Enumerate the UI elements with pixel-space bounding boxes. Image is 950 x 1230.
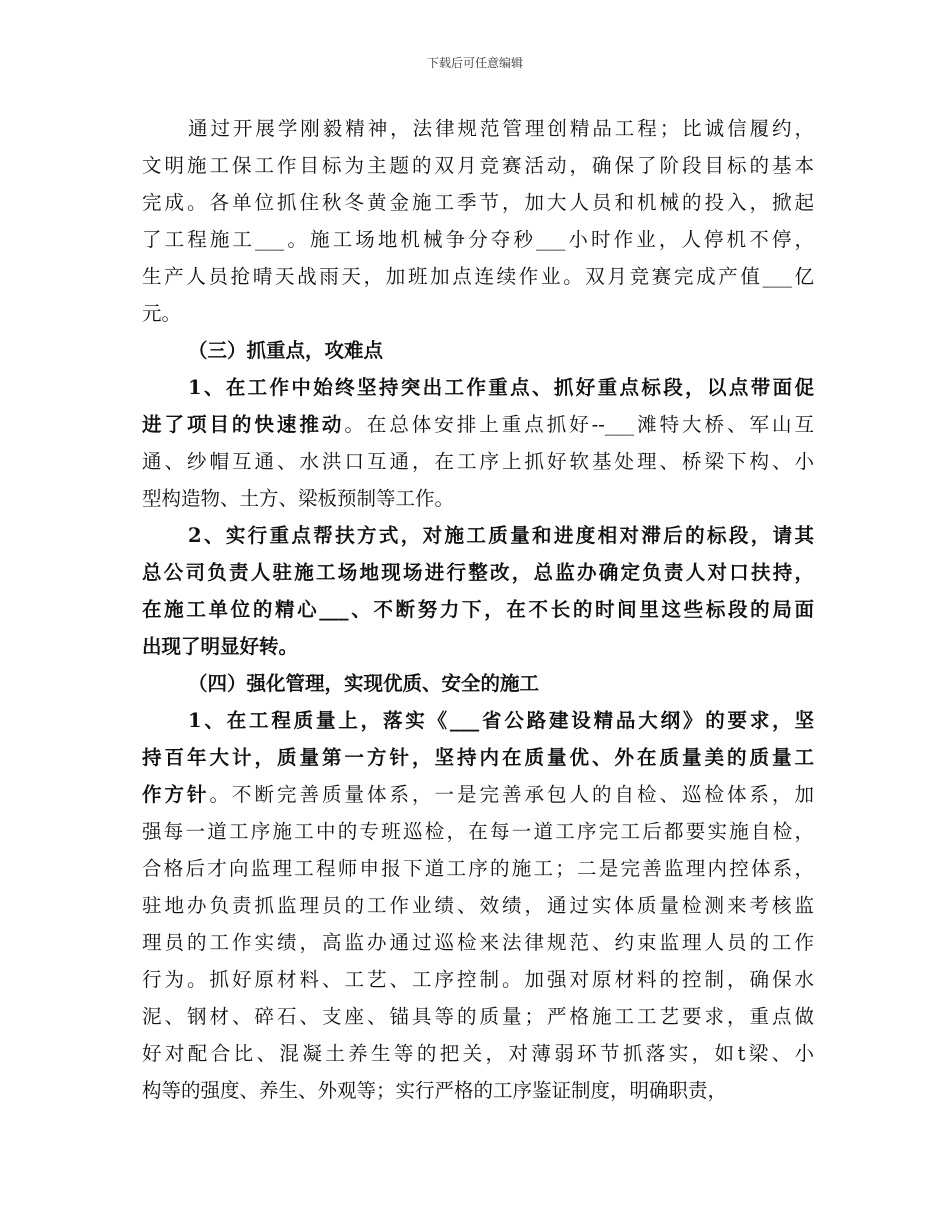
text-line — [142, 1072, 814, 1109]
text-line — [142, 850, 814, 887]
text-line — [142, 1035, 814, 1072]
text-line — [142, 591, 814, 628]
text-line — [142, 776, 814, 813]
text-line — [142, 739, 814, 776]
text-line — [142, 628, 814, 665]
text-run: 文明施工保工作目标为主题的双月竞赛活动，确保了阶段目标的基本 — [142, 154, 814, 177]
text-run: 强每一道工序施工中的专班巡检，在每一道工序完工后都要实施自检， — [142, 820, 814, 843]
text-run: 通、纱帽互通、水洪口互通，在工序上抓好软基处理、桥梁下构、小 — [142, 450, 814, 473]
bold-text: 出现了明显好转。 — [142, 635, 299, 658]
paragraph — [142, 702, 814, 1109]
text-run: 。在总体安排上重点抓好--___滩特大桥、军山互 — [344, 413, 814, 436]
bold-text: 进了项目的快速推动 — [142, 413, 345, 436]
text-line — [142, 813, 814, 850]
text-line — [142, 517, 814, 554]
paragraph — [142, 517, 814, 665]
text-run: 型构造物、土方、梁板预制等工作。 — [142, 487, 455, 510]
text-line — [142, 332, 814, 369]
text-run: 泥、钢材、碎石、支座、锚具等的质量；严格施工工艺要求，重点做 — [142, 1005, 814, 1028]
text-line — [142, 554, 814, 591]
text-line — [142, 110, 814, 147]
text-line — [142, 961, 814, 998]
text-line — [142, 221, 814, 258]
text-line — [142, 258, 814, 295]
bold-text: 1、在工作中始终坚持突出工作重点、抓好重点标段，以点带面促 — [188, 376, 814, 399]
text-run: 元。 — [142, 302, 182, 325]
bold-text: 作方针 — [142, 783, 210, 806]
text-run: 合格后才向监理工程师申报下道工序的施工；二是完善监理内控体系， — [142, 857, 814, 880]
bold-text: 2、实行重点帮扶方式，对施工质量和进度相对滞后的标段，请其 — [188, 524, 814, 547]
text-run: 。不断完善质量体系，一是完善承包人的自检、巡检体系，加 — [209, 783, 814, 806]
text-run: 生产人员抢晴天战雨天，加班加点连续作业。双月竞赛完成产值___亿 — [142, 265, 814, 288]
text-run: 完成。各单位抓住秋冬黄金施工季节，加大人员和机械的投入，掀起 — [142, 191, 814, 214]
bold-text: 持百年大计，质量第一方针，坚持内在质量优、外在质量美的质量工 — [142, 746, 814, 769]
text-run: 理员的工作实绩，高监办通过巡检来法律规范、约束监理人员的工作 — [142, 931, 814, 954]
bold-text: 在施工单位的精心___、不断努力下，在不长的时间里这些标段的局面 — [142, 598, 814, 621]
text-run: 行为。抓好原材料、工艺、工序控制。加强对原材料的控制，确保水 — [142, 968, 814, 991]
text-run: 了工程施工___。施工场地机械争分夺秒___小时作业，人停机不停， — [142, 228, 814, 251]
text-line — [142, 665, 814, 702]
bold-text: 1、在工程质量上，落实《___省公路建设精品大纲》的要求，坚 — [188, 709, 814, 732]
document-body — [142, 110, 814, 1109]
text-line — [142, 480, 814, 517]
text-line — [142, 369, 814, 406]
text-line — [142, 702, 814, 739]
text-run: 构等的强度、养生、外观等；实行严格的工序鉴证制度，明确职责， — [142, 1079, 728, 1102]
text-line — [142, 147, 814, 184]
text-run: 驻地办负责抓监理员的工作业绩、效绩，通过实体质量检测来考核监 — [142, 894, 814, 917]
text-line — [142, 406, 814, 443]
text-line — [142, 295, 814, 332]
text-line — [142, 443, 814, 480]
bold-text: （四）强化管理，实现优质、安全的施工 — [188, 672, 540, 695]
paragraph — [142, 110, 814, 332]
text-run: 通过开展学刚毅精神，法律规范管理创精品工程；比诚信履约， — [188, 117, 814, 140]
text-run: 好对配合比、混凝土养生等的把关，对薄弱环节抓落实，如t梁、小 — [142, 1042, 814, 1065]
page-header: 下载后可任意编辑 — [426, 56, 523, 70]
paragraph — [142, 369, 814, 517]
section-heading — [142, 665, 814, 702]
text-line — [142, 887, 814, 924]
text-line — [142, 184, 814, 221]
text-line — [142, 998, 814, 1035]
section-heading — [142, 332, 814, 369]
bold-text: 总公司负责人驻施工场地现场进行整改，总监办确定负责人对口扶持， — [142, 561, 814, 584]
text-line — [142, 924, 814, 961]
bold-text: （三）抓重点，攻难点 — [188, 339, 384, 362]
